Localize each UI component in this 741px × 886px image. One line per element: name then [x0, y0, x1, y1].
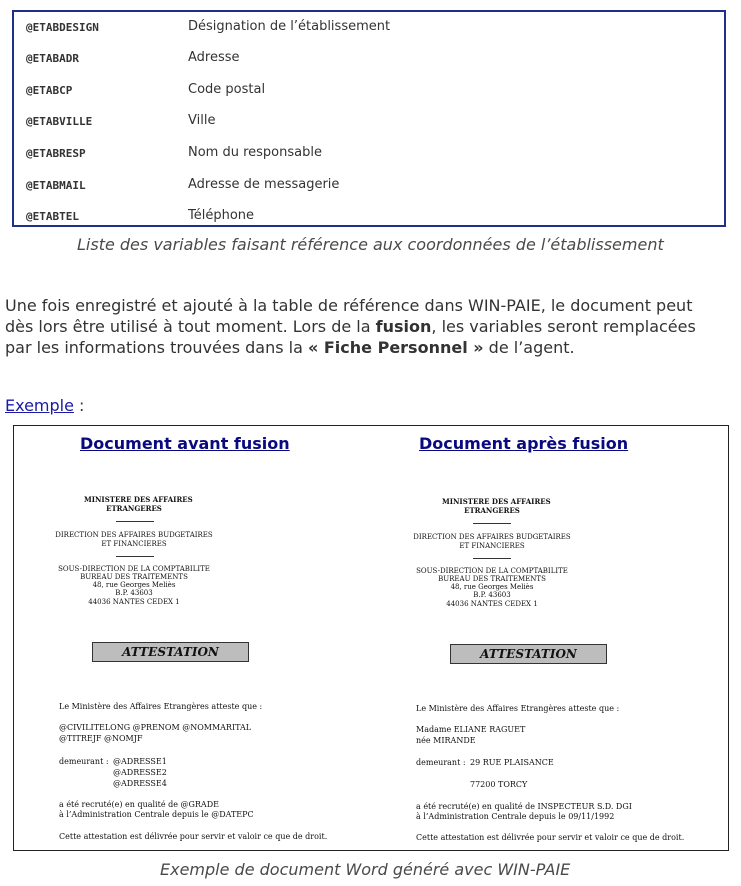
intro-text: Le Ministère des Affaires Etrangères atteste que : — [416, 704, 620, 713]
agent-address: 29 RUE PLAISANCE — [470, 758, 554, 767]
divider — [473, 523, 511, 524]
variables-table — [12, 10, 726, 227]
attestation-banner: ATTESTATION — [450, 644, 607, 664]
name-variable: @TITREJF @NOMJF — [59, 734, 143, 743]
address-line: 44036 NANTES CEDEX 1 — [88, 598, 180, 606]
exemple-colon: : — [73, 396, 85, 415]
divider — [116, 521, 154, 522]
variable-label: Code postal — [188, 82, 266, 97]
variable-label: Nom du responsable — [188, 145, 322, 160]
direction-line: DIRECTION DES AFFAIRES BUDGETAIRES — [413, 533, 571, 541]
example-document — [13, 425, 729, 851]
variable-label: Téléphone — [188, 208, 255, 223]
before-fusion-title: Document avant fusion — [80, 434, 290, 453]
intro-text: Le Ministère des Affaires Etrangères atteste que : — [59, 702, 263, 711]
variable-code: @ETABCP — [26, 84, 73, 97]
ministry-header: MINISTERE DES AFFAIRES — [442, 497, 551, 506]
variable-code: @ETABADR — [26, 52, 79, 65]
variable-code: @ETABTEL — [26, 210, 79, 223]
address-variable: @ADRESSE2 — [113, 768, 167, 777]
agent-name: Madame ELIANE RAGUET — [416, 725, 526, 734]
variable-label: Désignation de l’établissement — [188, 19, 391, 34]
attestation-banner: ATTESTATION — [92, 642, 249, 662]
direction-line: ET FINANCIERES — [101, 540, 167, 548]
direction-line: DIRECTION DES AFFAIRES BUDGETAIRES — [55, 531, 213, 539]
admin-line: à l’Administration Centrale depuis le 09/11/1992 — [416, 812, 615, 821]
address-variable: @ADRESSE1 — [113, 757, 167, 766]
variable-label: Ville — [188, 113, 216, 128]
exemple-line — [5, 396, 84, 415]
demeurant-label: demeurant : — [59, 757, 109, 766]
exemple-link[interactable]: Exemple — [5, 396, 74, 415]
sous-direction-line: SOUS-DIRECTION DE LA COMPTABILITE — [416, 567, 568, 575]
variable-code: @ETABDESIGN — [26, 21, 99, 34]
variable-row — [14, 113, 724, 133]
variable-label: Adresse — [188, 50, 240, 65]
fiche-personnel-keyword: « Fiche Personnel » — [307, 338, 484, 357]
body-paragraph — [5, 295, 725, 358]
fusion-keyword: fusion — [375, 317, 432, 336]
variable-code: @ETABMAIL — [26, 179, 86, 192]
ministry-header: ETRANGERES — [464, 506, 520, 515]
document-caption: Exemple de document Word généré avec WIN-PAIE — [160, 860, 571, 879]
after-fusion-title: Document après fusion — [419, 434, 629, 453]
variable-code: @ETABVILLE — [26, 115, 93, 128]
recrute-line: a été recruté(e) en qualité de @GRADE — [59, 800, 219, 809]
address-line: 48, rue Georges Meliès — [450, 583, 534, 591]
variable-row — [14, 145, 724, 165]
variable-code: @ETABRESP — [26, 147, 86, 160]
name-variable: @CIVILITELONG @PRENOM @NOMMARITAL — [59, 723, 252, 732]
agent-maiden-name: née MIRANDE — [416, 736, 476, 745]
divider — [116, 556, 154, 557]
agent-city: 77200 TORCY — [470, 780, 528, 789]
address-line: B.P. 43603 — [115, 589, 153, 597]
variable-row — [14, 50, 724, 70]
variable-row — [14, 82, 724, 102]
address-line: B.P. 43603 — [473, 591, 511, 599]
variable-row — [14, 208, 724, 228]
direction-line: ET FINANCIERES — [459, 542, 525, 550]
paragraph-text: , les variables seront remplacées par les informations trouvées dans la — [5, 317, 696, 357]
closing-line: Cette attestation est délivrée pour servir et valoir ce que de droit. — [416, 833, 685, 842]
variable-row — [14, 177, 724, 197]
divider — [473, 558, 511, 559]
recrute-line: a été recruté(e) en qualité de INSPECTEUR S.D. DGI — [416, 802, 632, 811]
demeurant-label: demeurant : — [416, 758, 466, 767]
sous-direction-line: BUREAU DES TRAITEMENTS — [438, 575, 546, 583]
sous-direction-line: BUREAU DES TRAITEMENTS — [80, 573, 188, 581]
paragraph-text: Une fois enregistré et ajouté à la table de référence dans WIN-PAIE, le document peut dès lors être utilisé à tout moment. Lors de la — [5, 296, 693, 336]
variables-caption: Liste des variables faisant référence aux coordonnées de l’établissement — [77, 235, 664, 254]
variable-row — [14, 19, 724, 39]
sous-direction-line: SOUS-DIRECTION DE LA COMPTABILITE — [58, 565, 210, 573]
ministry-header: MINISTERE DES AFFAIRES — [84, 495, 193, 504]
variable-label: Adresse de messagerie — [188, 177, 340, 192]
paragraph-text: de l’agent. — [483, 338, 575, 357]
closing-line: Cette attestation est délivrée pour servir et valoir ce que de droit. — [59, 832, 328, 841]
address-line: 48, rue Georges Meliès — [92, 581, 176, 589]
address-line: 44036 NANTES CEDEX 1 — [446, 600, 538, 608]
address-variable: @ADRESSE4 — [113, 779, 167, 788]
ministry-header: ETRANGERES — [106, 504, 162, 513]
admin-line: à l’Administration Centrale depuis le @DATEPC — [59, 810, 254, 819]
